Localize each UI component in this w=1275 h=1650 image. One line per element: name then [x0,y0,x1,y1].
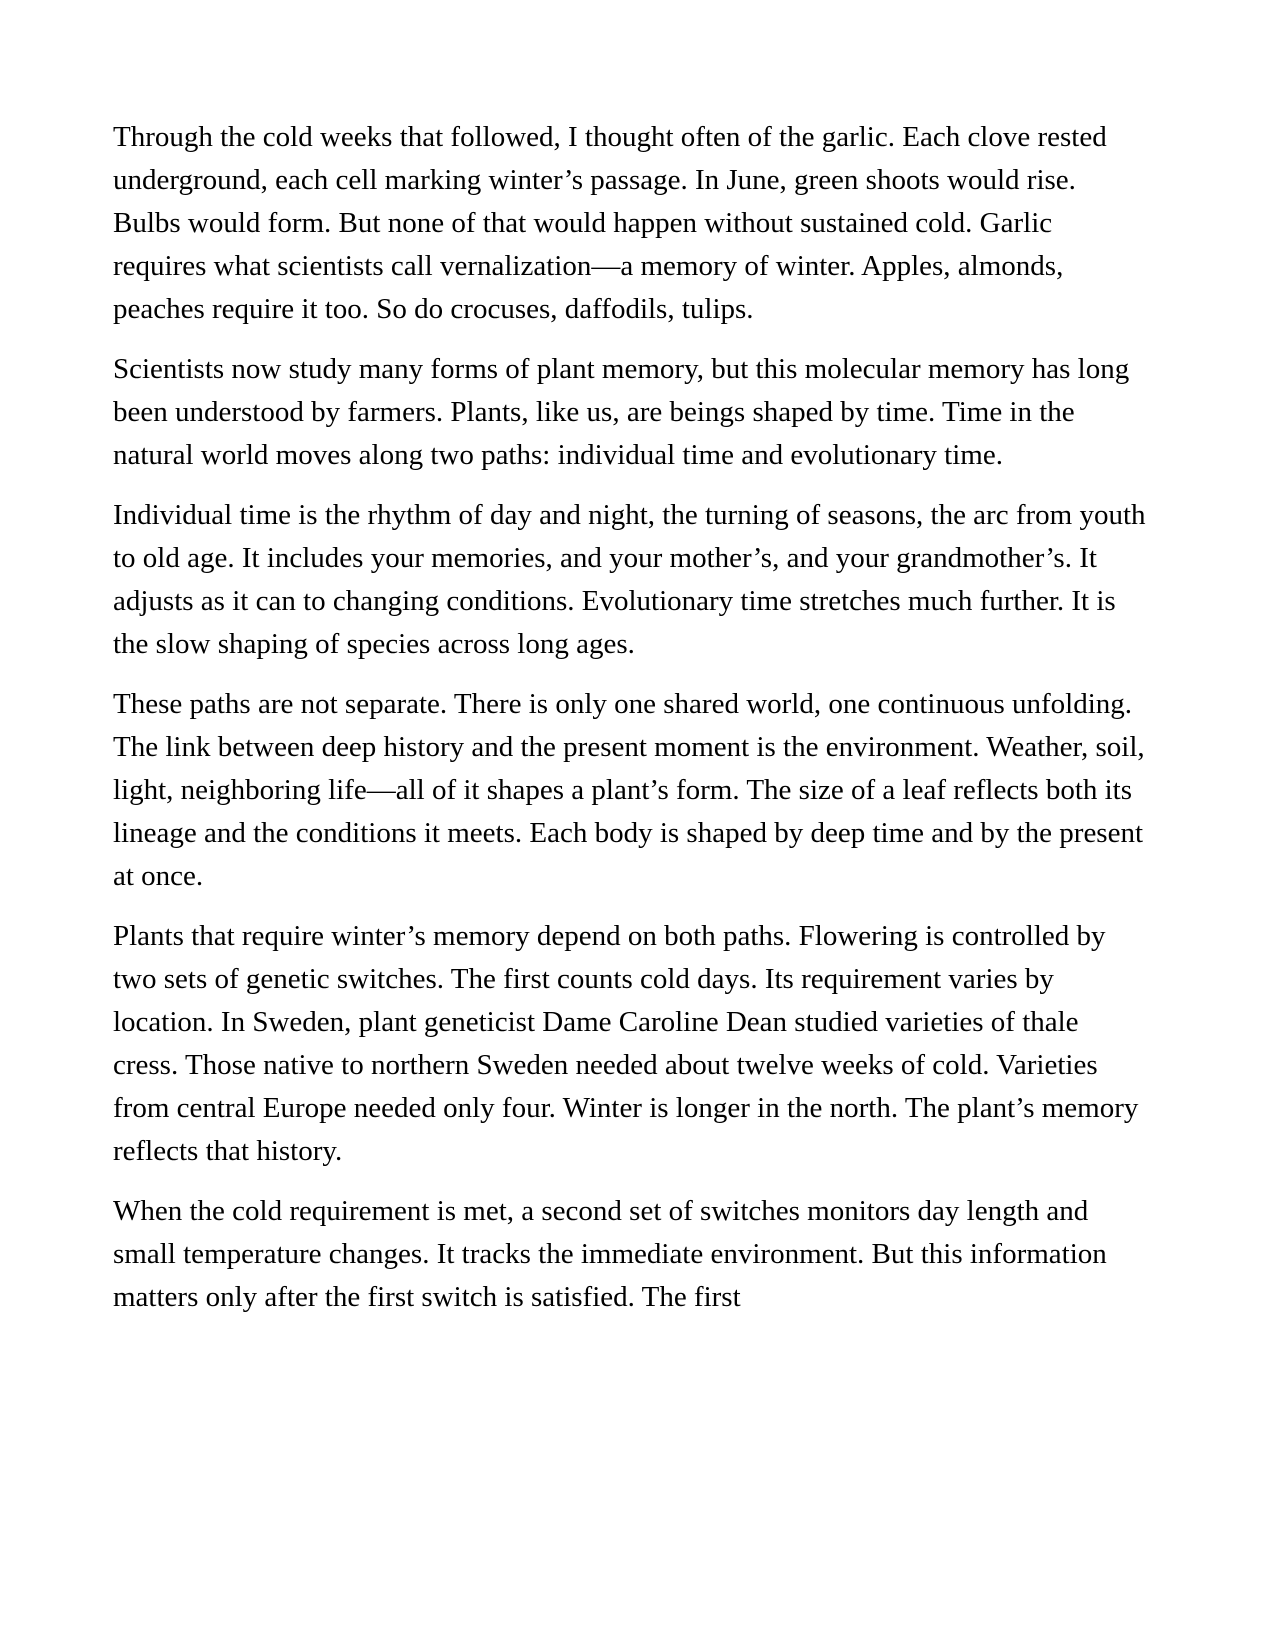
paragraph-plant-memory-two-paths: Scientists now study many forms of plant memory, but this molecular memory has long been understood by farmers. Plants, like us, are beings shaped by time. Time in the natural world moves along two paths: individual time and evolutionary time. [113,353,1130,471]
paragraph-second-switch: When the cold requirement is met, a second set of switches monitors day length and small temperature changes. It tracks the immediate environment. But this information matters only after the first switch is satisfied. The first [113,1195,1107,1313]
paragraph-individual-evolutionary-time: Individual time is the rhythm of day and night, the turning of seasons, the arc from youth to old age. It includes your memories, and your mother’s, and your grandmother’s. It adjusts as it can to changing conditions. Evolutionary time stretches much further. It is the slow shaping of species across long ages. [113,499,1146,660]
paragraph-garlic-vernalization: Through the cold weeks that followed, I thought often of the garlic. Each clove rested underground, each cell marking winter’s passage. In June, green shoots would rise. Bulbs would form. But none of that would happen without sustained cold. Garlic requires what scientists call vernalization—a memory of winter. Apples, almonds, peaches require it too. So do crocuses, daffodils, tulips. [113,121,1107,325]
paragraph-paths-not-separate: These paths are not separate. There is only one shared world, one continuous unfolding. The link between deep history and the present moment is the environment. Weather, soil, light, neighboring life—all of it shapes a plant’s form. The size of a leaf reflects both its lineage and the conditions it meets. Each body is shaped by deep time and by the present at once. [113,688,1145,892]
paragraph-genetic-switches-sweden: Plants that require winter’s memory depend on both paths. Flowering is controlled by two sets of genetic switches. The first counts cold days. Its requirement varies by location. In Sweden, plant geneticist Dame Caroline Dean studied varieties of thale cress. Those native to northern Sweden needed about twelve weeks of cold. Varieties from central Europe needed only four. Winter is longer in the north. The plant’s memory reflects that history. [113,920,1139,1167]
